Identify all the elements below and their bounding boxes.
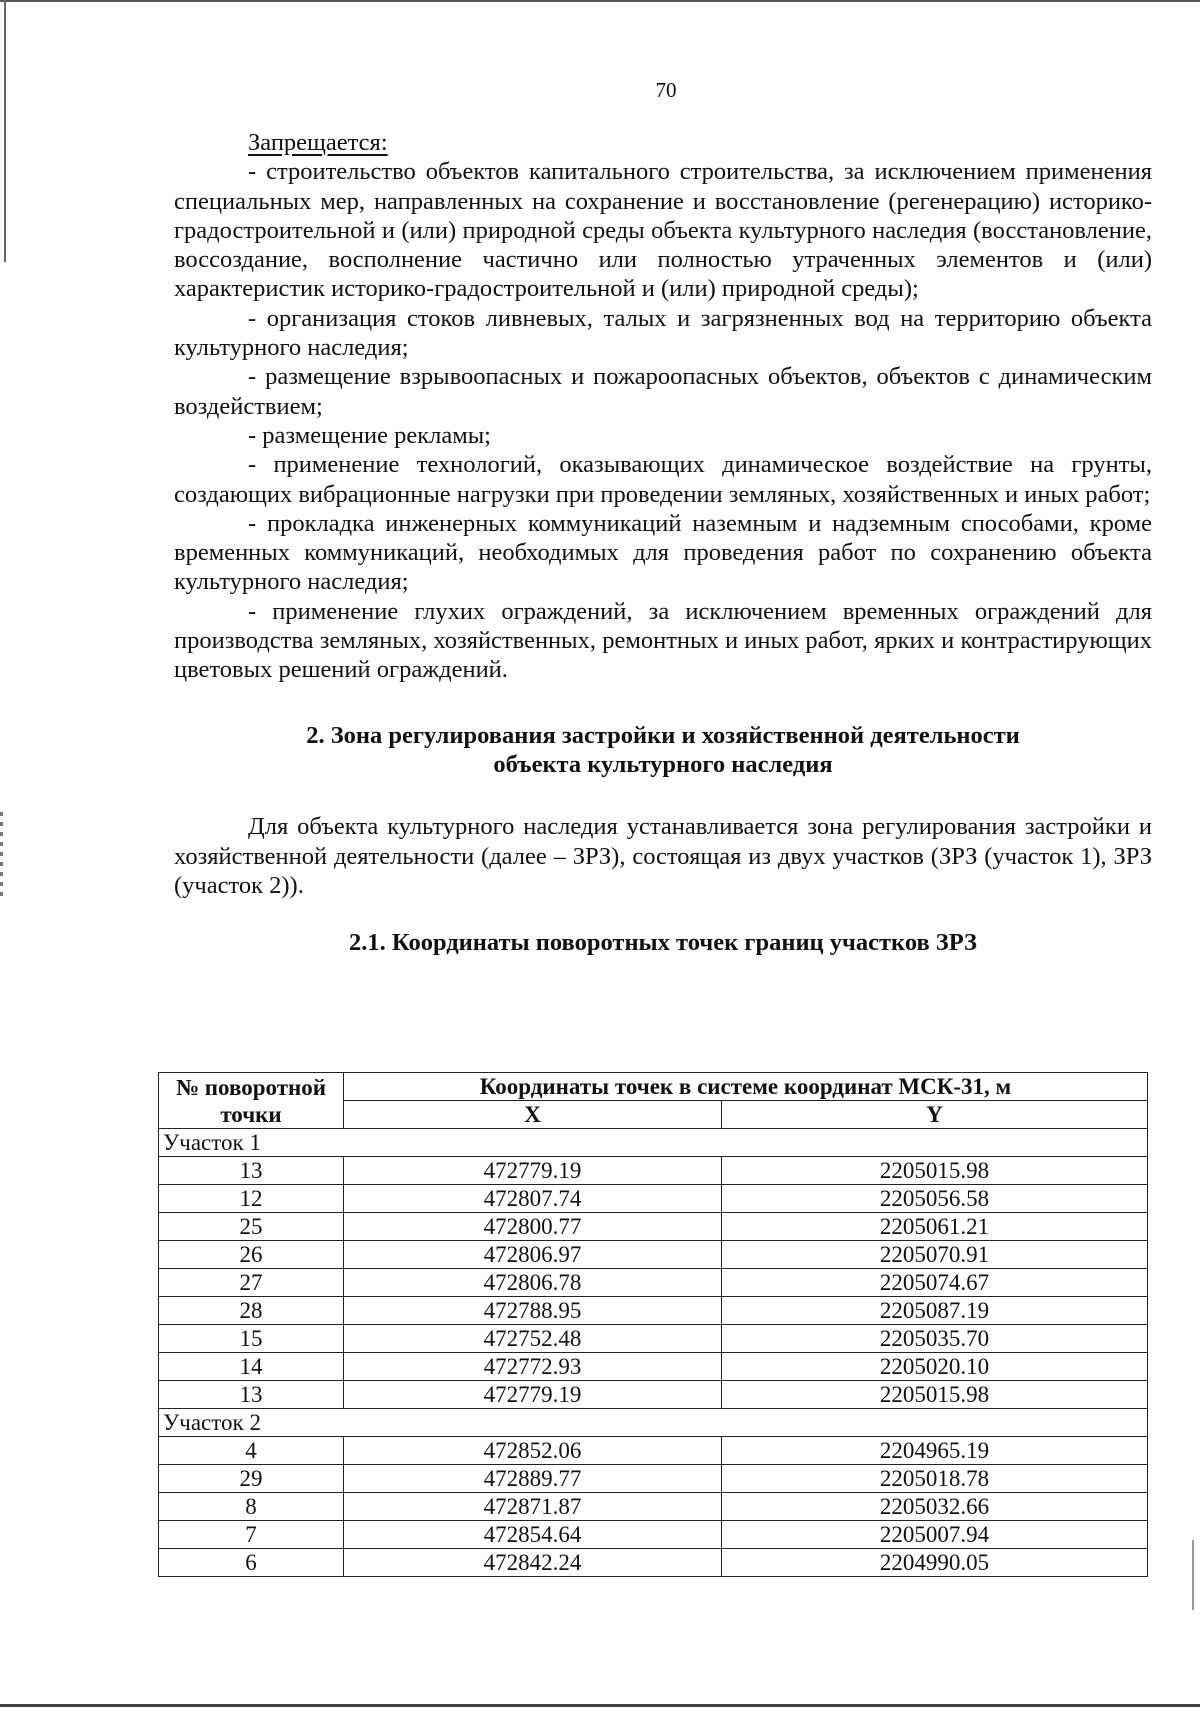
cell-point: 4	[159, 1437, 344, 1465]
table-row	[159, 1185, 1148, 1213]
scan-left-edge	[4, 0, 6, 262]
cell-point: 26	[159, 1241, 344, 1269]
cell-x: 472871.87	[344, 1493, 722, 1521]
prohibited-item: - прокладка инженерных коммуникаций наземным и надземным способами, кроме временных коммуникаций, необходимых для проведения работ по сохранению объекта культурного наследия;	[174, 509, 1152, 596]
scan-margin-mark-right	[1192, 1540, 1194, 1610]
page-number: 70	[655, 78, 677, 102]
cell-x: 472852.06	[344, 1437, 722, 1465]
section-title	[174, 721, 1152, 780]
section-title-line-1: 2. Зона регулирования застройки и хозяйственной деятельности	[306, 721, 1020, 749]
cell-y: 2205035.70	[722, 1325, 1148, 1353]
table-row	[159, 1241, 1148, 1269]
cell-x: 472889.77	[344, 1465, 722, 1493]
scan-margin-mark	[0, 812, 3, 902]
cell-point: 8	[159, 1493, 344, 1521]
table-row	[159, 1437, 1148, 1465]
section-paragraph: Для объекта культурного наследия устанавливается зона регулирования застройки и хозяйственной деятельности (далее – ЗРЗ), состоящая из двух участков (ЗРЗ (участок 1), ЗРЗ (участок 2)).	[174, 813, 1152, 899]
cell-y: 2205074.67	[722, 1269, 1148, 1297]
header-y: Y	[722, 1101, 1148, 1129]
cell-x: 472779.19	[344, 1157, 722, 1185]
cell-y: 2205018.78	[722, 1465, 1148, 1493]
section-title-line-2: объекта культурного наследия	[493, 750, 833, 778]
cell-x: 472854.64	[344, 1521, 722, 1549]
cell-x: 472807.74	[344, 1185, 722, 1213]
header-coordinates: Координаты точек в системе координат МСК-31, м	[344, 1073, 1148, 1101]
prohibited-item: - применение технологий, оказывающих динамическое воздействие на грунты, создающих вибрационные нагрузки при проведении земляных, хозяйственных и иных работ;	[174, 451, 1152, 508]
cell-y: 2205015.98	[722, 1157, 1148, 1185]
cell-point: 27	[159, 1269, 344, 1297]
table-row	[159, 1521, 1148, 1549]
prohibited-item: - организация стоков ливневых, талых и загрязненных вод на территорию объекта культурного наследия;	[174, 304, 1152, 362]
header-point-number	[159, 1073, 344, 1129]
cell-point: 14	[159, 1353, 344, 1381]
table-body	[159, 1129, 1148, 1577]
prohibited-item: - применение глухих ограждений, за исключением временных ограждений для производства земляных, хозяйственных, ремонтных и иных работ, ярких и контрастирующих цветовых решений ограждений.	[174, 597, 1152, 684]
cell-x: 472772.93	[344, 1353, 722, 1381]
cell-x: 472800.77	[344, 1213, 722, 1241]
cell-y: 2205007.94	[722, 1521, 1148, 1549]
table-row	[159, 1353, 1148, 1381]
cell-x: 472806.97	[344, 1241, 722, 1269]
cell-x: 472752.48	[344, 1325, 722, 1353]
coordinates-table	[158, 1072, 1148, 1577]
cell-y: 2205070.91	[722, 1241, 1148, 1269]
prohibited-item: - строительство объектов капитального строительства, за исключением применения специальных мер, направленных на сохранение и восстановление (регенерацию) историко-градостроительной и (или) природной среды объекта культурного наследия (восстановление, воссоздание, восполнение частично или полностью утраченных элементов и (или) характеристик историко-градостроительной и (или) природной среды);	[174, 158, 1152, 303]
cell-y: 2205056.58	[722, 1185, 1148, 1213]
cell-y: 2204990.05	[722, 1549, 1148, 1577]
cell-y: 2205020.10	[722, 1353, 1148, 1381]
header-x: X	[344, 1101, 722, 1129]
header-point-line-2: точки	[220, 1101, 282, 1127]
table-row	[159, 1381, 1148, 1409]
table-row	[159, 1465, 1148, 1493]
table-row	[159, 1269, 1148, 1297]
cell-point: 28	[159, 1297, 344, 1325]
cell-y: 2205087.19	[722, 1297, 1148, 1325]
table-row	[159, 1549, 1148, 1577]
cell-x: 472788.95	[344, 1297, 722, 1325]
cell-x: 472779.19	[344, 1381, 722, 1409]
prohibited-item: - размещение взрывоопасных и пожароопасных объектов, объектов с динамическим воздействием;	[174, 363, 1152, 420]
cell-y: 2204965.19	[722, 1437, 1148, 1465]
cell-point: 15	[159, 1325, 344, 1353]
group-label: Участок 1	[159, 1129, 1148, 1157]
cell-point: 25	[159, 1213, 344, 1241]
scan-top-border	[0, 0, 1200, 2]
scan-bottom-border	[0, 1704, 1200, 1707]
cell-point: 12	[159, 1185, 344, 1213]
cell-y: 2205032.66	[722, 1493, 1148, 1521]
group-row	[159, 1409, 1148, 1437]
table-row	[159, 1213, 1148, 1241]
cell-point: 7	[159, 1521, 344, 1549]
cell-y: 2205061.21	[722, 1213, 1148, 1241]
table-row	[159, 1493, 1148, 1521]
group-label: Участок 2	[159, 1409, 1148, 1437]
group-row	[159, 1129, 1148, 1157]
cell-point: 6	[159, 1549, 344, 1577]
table-row	[159, 1297, 1148, 1325]
cell-point: 13	[159, 1381, 344, 1409]
cell-x: 472842.24	[344, 1549, 722, 1577]
header-point-line-1: № поворотной	[175, 1074, 327, 1100]
cell-point: 29	[159, 1465, 344, 1493]
table-row	[159, 1325, 1148, 1353]
cell-point: 13	[159, 1157, 344, 1185]
cell-x: 472806.78	[344, 1269, 722, 1297]
table-title: 2.1. Координаты поворотных точек границ участков ЗРЗ	[349, 929, 977, 957]
table-header-row	[159, 1073, 1148, 1101]
table-row	[159, 1157, 1148, 1185]
document-body	[174, 128, 1152, 957]
prohibited-heading: Запрещается:	[248, 129, 388, 156]
prohibited-item: - размещение рекламы;	[248, 421, 491, 449]
cell-y: 2205015.98	[722, 1381, 1148, 1409]
